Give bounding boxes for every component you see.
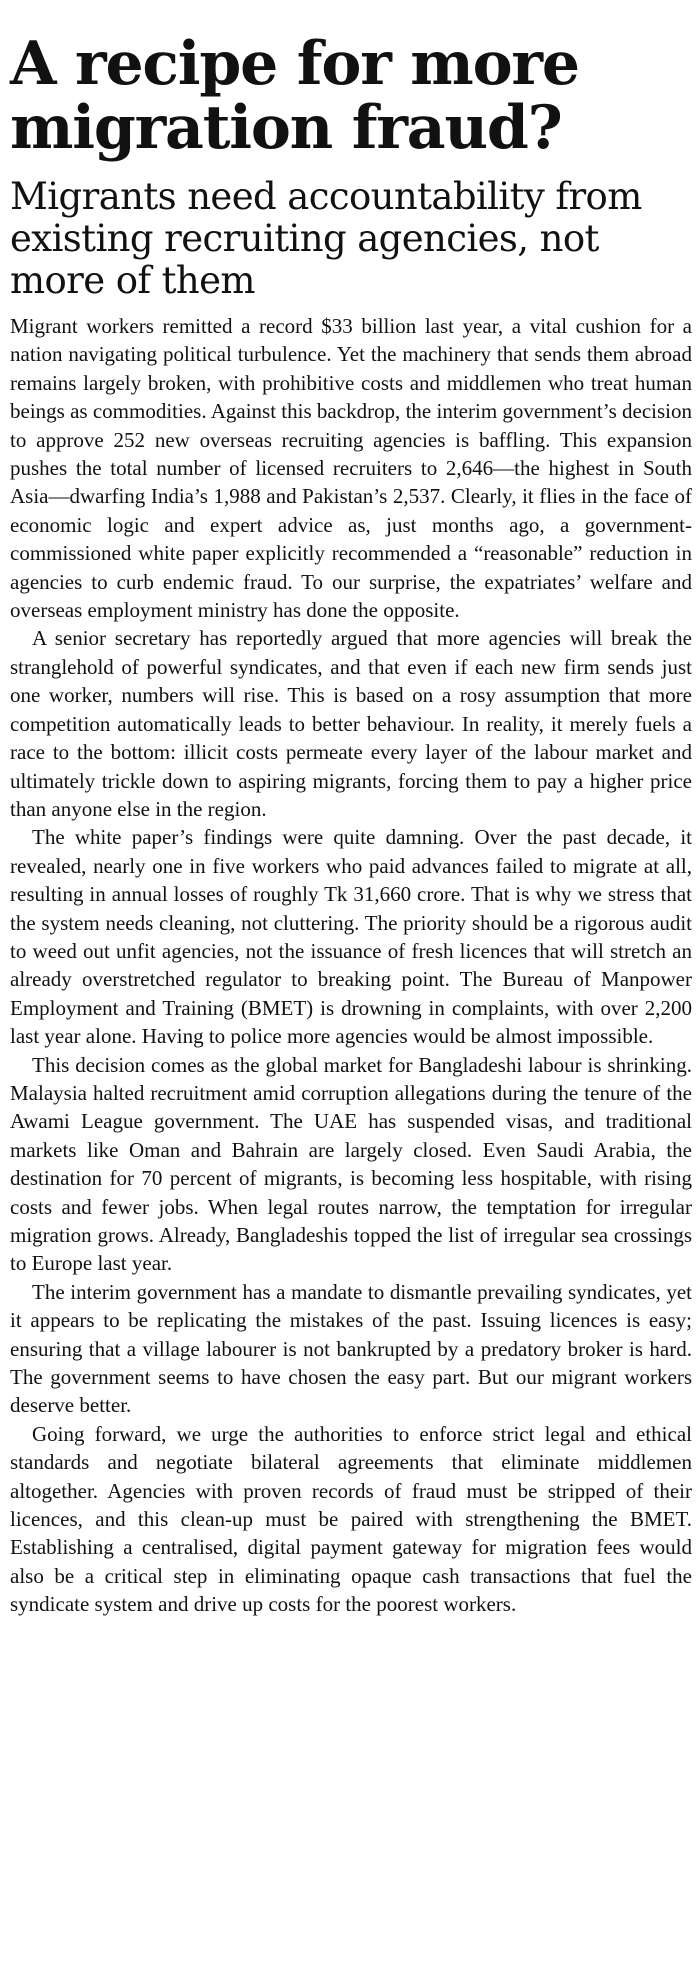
article-body bbox=[10, 312, 692, 1619]
article-paragraph: A senior secretary has reportedly argued that more agencies will break the stranglehold of powerful syndicates, and that even if each new firm sends just one worker, numbers will rise. This is based on a rosy assumption that more competition automatically leads to better behaviour. In reality, it merely fuels a race to the bottom: illicit costs permeate every layer of the labour market and ultimately trickle down to aspiring migrants, forcing them to pay a higher price than anyone else in the region. bbox=[10, 626, 692, 821]
article-paragraph: Going forward, we urge the authorities to enforce strict legal and ethical standards and negotiate bilateral agreements that eliminate middlemen altogether. Agencies with proven records of fraud must be stripped of their licences, and this clean-up must be paired with strengthening the BMET. Establishing a centralised, digital payment gateway for migration fees would also be a critical step in eliminating opaque cash transactions that fuel the syndicate system and drive up costs for the poorest workers. bbox=[10, 1421, 692, 1617]
article-paragraph: The white paper’s findings were quite damning. Over the past decade, it revealed, nearly one in five workers who paid advances failed to migrate at all, resulting in annual losses of roughly Tk 31,660 crore. That is why we stress that the system needs cleaning, not cluttering. The priority should be a rigorous audit to weed out unfit agencies, not the issuance of fresh licences that will stretch an already overstretched regulator to breaking point. The Bureau of Manpower Employment and Training (BMET) is drowning in complaints, with over 2,200 last year alone. Having to police more agencies would be almost impossible. bbox=[10, 825, 692, 1049]
article-paragraph: This decision comes as the global market for Bangladeshi labour is shrinking. Malaysia halted recruitment amid corruption allegations during the tenure of the Awami League government. The UAE has suspended visas, and traditional markets like Oman and Bahrain are largely closed. Even Saudi Arabia, the destination for 70 percent of migrants, is becoming less hospitable, with rising costs and fewer jobs. When legal routes narrow, the temptation for irregular migration grows. Already, Bangladeshis topped the list of irregular sea crossings to Europe last year. bbox=[10, 1052, 692, 1276]
article-paragraph: Migrant workers remitted a record $33 billion last year, a vital cushion for a nation navigating political turbulence. Yet the machinery that sends them abroad remains largely broken, with prohibitive costs and middlemen who treat human beings as commodities. Against this backdrop, the interim government’s decision to approve 252 new overseas recruiting agencies is baffling. This expansion pushes the total number of licensed recruiters to 2,646—the highest in South Asia—dwarfing India’s 1,988 and Pakistan’s 2,537. Clearly, it flies in the face of economic logic and expert advice as, just months ago, a government-commissioned white paper explicitly recommended a “reasonable” reduction in agencies to curb endemic fraud. To our surprise, the expatriates’ welfare and overseas employment ministry has done the opposite. bbox=[10, 314, 692, 623]
article-paragraph: The interim government has a mandate to dismantle prevailing syndicates, yet it appears to be replicating the mistakes of the past. Issuing licences is easy; ensuring that a village labourer is not bankrupted by a predatory broker is hard. The government seems to have chosen the easy part. But our migrant workers deserve better. bbox=[10, 1279, 692, 1418]
article-subheadline: Migrants need accountability from existing recruiting agencies, not more of them bbox=[10, 175, 642, 302]
article-headline: A recipe for more migration fraud? bbox=[10, 29, 579, 163]
